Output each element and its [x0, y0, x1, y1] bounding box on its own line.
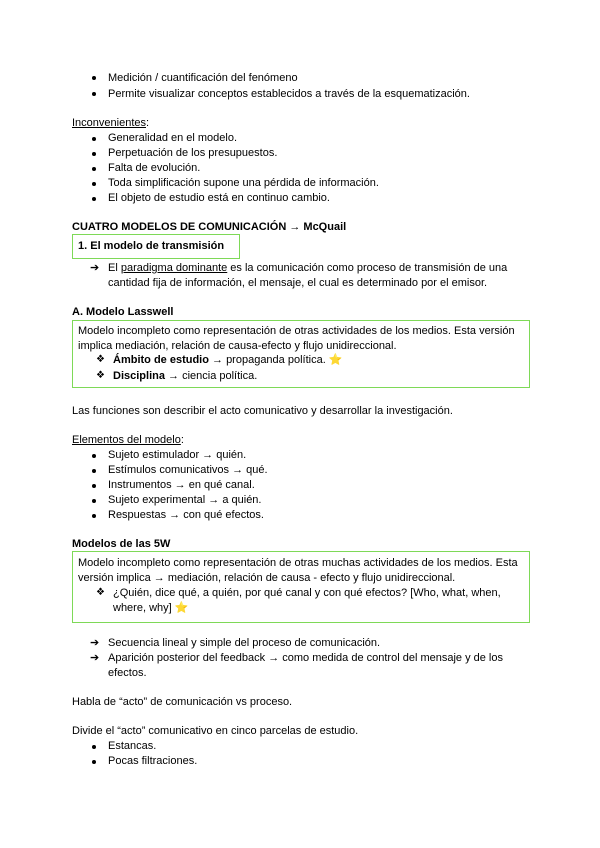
diamond-bullet-icon: ❖ — [96, 370, 105, 381]
list-item: Estancas. — [108, 740, 157, 752]
list-item: Sujeto estimulador → quién. — [108, 449, 247, 461]
list-item: Toda simplificación supone una pérdida de información. — [108, 177, 379, 189]
bullet-dot — [92, 745, 96, 749]
bullet-dot — [92, 167, 96, 171]
bullet-dot — [92, 197, 96, 201]
transmision-title: 1. El modelo de transmisión — [78, 240, 225, 252]
list-item: Perpetuación de los presupuestos. — [108, 147, 278, 159]
lasswell-box-text: Modelo incompleto como representación de otras actividades de los medios. Esta versión — [78, 325, 515, 337]
bullet-dot — [92, 76, 96, 80]
habla-text: Habla de “acto” de comunicación vs proceso. — [72, 696, 293, 708]
bullet-dot — [92, 137, 96, 141]
bullet-dot — [92, 484, 96, 488]
list-item: Sujeto experimental → a quién. — [108, 494, 262, 506]
inconvenientes-heading: Inconvenientes: — [72, 117, 150, 129]
list-item: Estímulos comunicativos → qué. — [108, 464, 268, 476]
modelo5w-title: Modelos de las 5W — [72, 538, 171, 550]
modelo5w-box-text: versión implica → mediación, relación de causa - efecto y flujo unidireccional. — [78, 572, 456, 584]
ventaja-item: Permite visualizar conceptos establecidos a través de la esquematización. — [108, 88, 470, 100]
lasswell-title: A. Modelo Lasswell — [72, 306, 174, 318]
list-item: Generalidad en el modelo. — [108, 132, 238, 144]
funciones-text: Las funciones son describir el acto comunicativo y desarrollar la investigación. — [72, 405, 453, 417]
modelo5w-arrow-item-line2: efectos. — [108, 667, 147, 679]
transmision-paragraph-line2: cantidad fija de información, el mensaje, el cual es determinado por el emisor. — [108, 277, 488, 289]
list-item: Pocas filtraciones. — [108, 755, 198, 767]
modelo5w-question-line2: where, why] ⭐ — [113, 602, 189, 614]
arrow-icon: ➔ — [90, 652, 100, 664]
bullet-dot — [92, 499, 96, 503]
star-icon: ⭐ — [174, 602, 189, 614]
ventaja-item: Medición / cuantificación del fenómeno — [108, 72, 298, 84]
modelo5w-arrow-item: Aparición posterior del feedback → como medida de control del mensaje y de los — [108, 652, 503, 664]
bullet-dot — [92, 469, 96, 473]
diamond-bullet-icon: ❖ — [96, 354, 105, 365]
modelo5w-box-text: Modelo incompleto como representación de otras muchas actividades de los medios. Esta — [78, 557, 518, 569]
lasswell-box-text: implica mediación, relación de causa-efecto y flujo unidireccional. — [78, 340, 397, 352]
modelo5w-arrow-item: Secuencia lineal y simple del proceso de comunicación. — [108, 637, 381, 649]
transmision-paragraph: El paradigma dominante es la comunicación como proceso de transmisión de una — [108, 262, 508, 274]
bullet-dot — [92, 182, 96, 186]
bullet-dot — [92, 514, 96, 518]
list-item: Instrumentos → en qué canal. — [108, 479, 255, 491]
arrow-icon: ➔ — [90, 637, 100, 649]
diamond-bullet-icon: ❖ — [96, 587, 105, 598]
bullet-dot — [92, 92, 96, 96]
divide-text: Divide el “acto” comunicativo en cinco parcelas de estudio. — [72, 725, 359, 737]
section-title: CUATRO MODELOS DE COMUNICACIÓN → McQuail — [72, 221, 347, 233]
star-icon: ⭐ — [328, 354, 343, 366]
modelo5w-question: ¿Quién, dice qué, a quién, por qué canal y con qué efectos? [Who, what, when, — [113, 587, 501, 599]
list-item: Respuestas → con qué efectos. — [108, 509, 264, 521]
bullet-dot — [92, 760, 96, 764]
arrow-icon: ➔ — [90, 262, 100, 274]
list-item: El objeto de estudio está en continuo cambio. — [108, 192, 330, 204]
bullet-dot — [92, 454, 96, 458]
lasswell-item-ambito: Ámbito de estudio → propaganda política. ⭐ — [113, 354, 343, 366]
bullet-dot — [92, 152, 96, 156]
elementos-heading: Elementos del modelo: — [72, 434, 184, 446]
list-item: Falta de evolución. — [108, 162, 201, 174]
lasswell-item-disciplina: Disciplina → ciencia política. — [113, 370, 258, 382]
